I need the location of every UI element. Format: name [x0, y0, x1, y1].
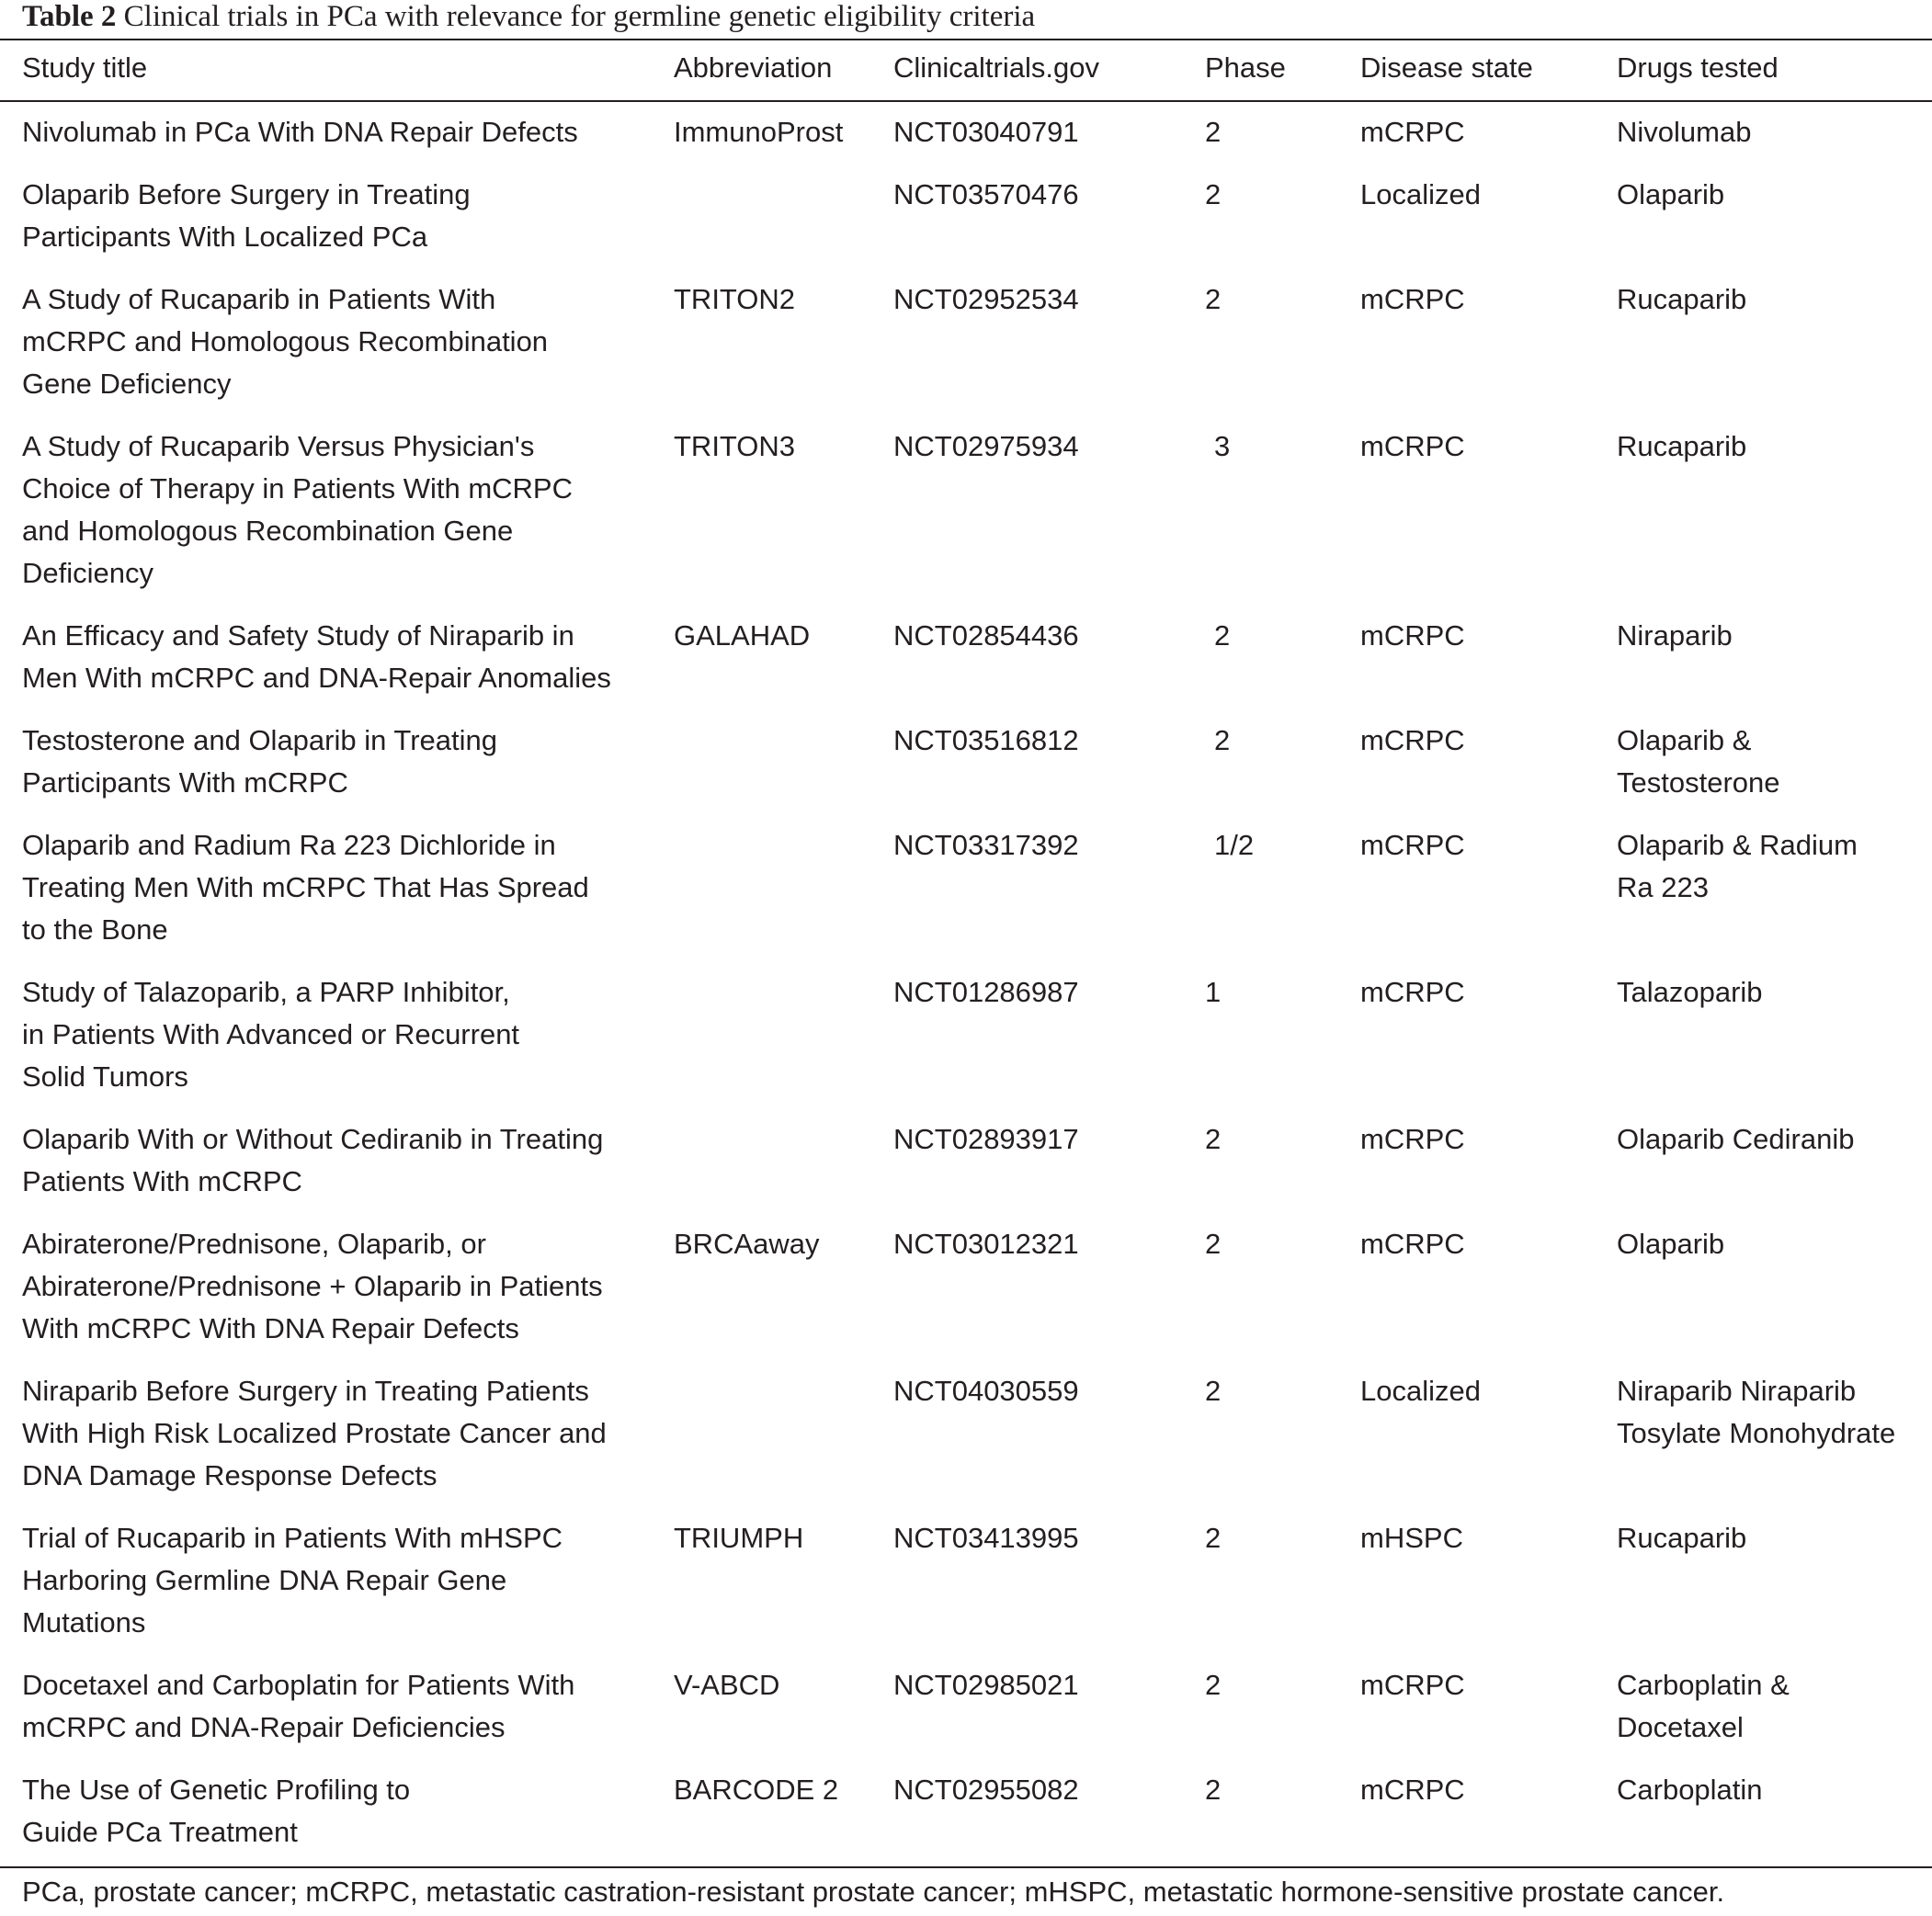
study-title-line: Trial of Rucaparib in Patients With mHSPC: [22, 1522, 563, 1554]
cell-abbreviation: TRITON3: [674, 430, 796, 462]
cell-study-title: [0, 1370, 674, 1517]
column-header-study-title: Study title: [22, 51, 148, 84]
study-title-line: Gene Deficiency: [22, 368, 232, 400]
study-title-line: Deficiency: [22, 557, 153, 589]
cell-clinicaltrials-id: NCT02985021: [893, 1669, 1079, 1701]
cell-phase: 2: [1205, 178, 1222, 210]
column-header-clinicaltrials-gov: Clinicaltrials.gov: [893, 51, 1099, 84]
study-title-line: Participants With mCRPC: [22, 766, 348, 799]
cell-abbreviation: GALAHAD: [674, 619, 811, 652]
study-title-line: Nivolumab in PCa With DNA Repair Defects: [22, 116, 578, 148]
table-row: [0, 1118, 1932, 1223]
drugs-tested-line: Olaparib & Radium: [1617, 829, 1858, 861]
cell-disease-state: mCRPC: [1360, 1774, 1465, 1806]
table-row: [0, 1664, 1932, 1769]
cell-disease-state: Localized: [1360, 178, 1481, 210]
cell-study-title: [0, 615, 674, 720]
cell-study-title: [0, 824, 674, 971]
cell-study-title: [0, 720, 674, 824]
drugs-tested-line: Olaparib: [1617, 178, 1725, 210]
study-title-line: The Use of Genetic Profiling to: [22, 1774, 411, 1806]
study-title-line: Abiraterone/Prednisone, Olaparib, or: [22, 1228, 486, 1260]
study-title-line: With High Risk Localized Prostate Cancer and: [22, 1417, 607, 1449]
cell-study-title: [0, 1517, 674, 1664]
study-title-line: DNA Damage Response Defects: [22, 1459, 438, 1491]
cell-clinicaltrials-id: NCT02975934: [893, 430, 1079, 462]
study-title-line: Testosterone and Olaparib in Treating: [22, 724, 497, 756]
cell-phase: 2: [1205, 1774, 1222, 1806]
cell-abbreviation: ImmunoProst: [674, 116, 844, 148]
table-row: [0, 101, 1932, 174]
table-row: [0, 1517, 1932, 1664]
table-row: [0, 1223, 1932, 1370]
drugs-tested-line: Olaparib: [1617, 1228, 1725, 1260]
cell-study-title: [0, 1664, 674, 1769]
cell-drugs-tested: [1617, 1223, 1932, 1370]
study-title-line: Treating Men With mCRPC That Has Spread: [22, 871, 589, 903]
cell-phase: 1: [1205, 976, 1222, 1008]
column-header-drugs-tested: Drugs tested: [1617, 51, 1779, 84]
table-row: [0, 1769, 1932, 1863]
cell-phase: 2: [1205, 1228, 1222, 1260]
cell-phase: 2: [1205, 116, 1222, 148]
cell-abbreviation: [674, 174, 893, 278]
cell-study-title: [0, 278, 674, 425]
study-title-line: Solid Tumors: [22, 1060, 188, 1093]
table-row: [0, 174, 1932, 278]
table-row: [0, 278, 1932, 425]
cell-drugs-tested: [1617, 425, 1932, 615]
study-title-line: A Study of Rucaparib Versus Physician's: [22, 430, 535, 462]
cell-abbreviation: TRIUMPH: [674, 1522, 804, 1554]
cell-clinicaltrials-id: NCT01286987: [893, 976, 1079, 1008]
cell-disease-state: Localized: [1360, 1375, 1481, 1407]
table-row: [0, 824, 1932, 971]
drugs-tested-line: Niraparib: [1617, 619, 1733, 652]
cell-disease-state: mCRPC: [1360, 976, 1465, 1008]
cell-phase: 2: [1214, 619, 1231, 652]
cell-disease-state: mCRPC: [1360, 283, 1465, 315]
drugs-tested-line: Rucaparib: [1617, 430, 1747, 462]
drugs-tested-line: Olaparib Cediranib: [1617, 1123, 1855, 1155]
cell-phase: 3: [1214, 430, 1231, 462]
cell-disease-state: mCRPC: [1360, 724, 1465, 756]
table-body: [0, 101, 1932, 1863]
bottom-rule: [0, 1866, 1932, 1868]
cell-clinicaltrials-id: NCT03012321: [893, 1228, 1079, 1260]
drugs-tested-line: Ra 223: [1617, 871, 1709, 903]
cell-disease-state: mCRPC: [1360, 619, 1465, 652]
cell-drugs-tested: [1617, 101, 1932, 174]
cell-disease-state: mCRPC: [1360, 116, 1465, 148]
cell-drugs-tested: [1617, 174, 1932, 278]
table-footnote: PCa, prostate cancer; mCRPC, metastatic castration-resistant prostate cancer; mHSPC, metastatic hormone-sensitive prostate cancer.: [22, 1876, 1725, 1908]
table-row: [0, 1370, 1932, 1517]
cell-phase: 2: [1205, 1375, 1222, 1407]
cell-drugs-tested: [1617, 971, 1932, 1118]
cell-drugs-tested: [1617, 1769, 1932, 1863]
drugs-tested-line: Olaparib &: [1617, 724, 1752, 756]
cell-phase: 2: [1205, 283, 1222, 315]
column-header-abbreviation: Abbreviation: [674, 51, 833, 84]
cell-clinicaltrials-id: NCT02893917: [893, 1123, 1079, 1155]
drugs-tested-line: Niraparib Niraparib: [1617, 1375, 1857, 1407]
cell-drugs-tested: [1617, 1370, 1932, 1517]
table-caption: [22, 0, 1035, 33]
study-title-line: Olaparib With or Without Cediranib in Treating: [22, 1123, 604, 1155]
study-title-line: mCRPC and Homologous Recombination: [22, 325, 549, 357]
table-caption-text: Clinical trials in PCa with relevance for germline genetic eligibility criteria: [123, 0, 1036, 33]
cell-phase: 1/2: [1214, 829, 1255, 861]
cell-clinicaltrials-id: NCT03570476: [893, 178, 1079, 210]
cell-abbreviation: V-ABCD: [674, 1669, 780, 1701]
cell-study-title: [0, 101, 674, 174]
table-row: [0, 425, 1932, 615]
cell-phase: 2: [1205, 1522, 1222, 1554]
table-caption-label: Table 2: [22, 0, 117, 33]
cell-clinicaltrials-id: NCT03040791: [893, 116, 1079, 148]
study-title-line: Guide PCa Treatment: [22, 1816, 298, 1848]
cell-disease-state: mCRPC: [1360, 430, 1465, 462]
cell-clinicaltrials-id: NCT02955082: [893, 1774, 1079, 1806]
study-title-line: Patients With mCRPC: [22, 1165, 302, 1197]
study-title-line: to the Bone: [22, 913, 168, 946]
drugs-tested-line: Talazoparib: [1617, 976, 1763, 1008]
cell-study-title: [0, 1223, 674, 1370]
study-title-line: Olaparib and Radium Ra 223 Dichloride in: [22, 829, 556, 861]
cell-drugs-tested: [1617, 1118, 1932, 1223]
cell-abbreviation: [674, 720, 893, 824]
drugs-tested-line: Docetaxel: [1617, 1711, 1744, 1743]
cell-clinicaltrials-id: NCT02854436: [893, 619, 1079, 652]
cell-drugs-tested: [1617, 1664, 1932, 1769]
cell-drugs-tested: [1617, 278, 1932, 425]
drugs-tested-line: Rucaparib: [1617, 283, 1747, 315]
cell-disease-state: mCRPC: [1360, 1228, 1465, 1260]
study-title-line: Mutations: [22, 1606, 146, 1638]
study-title-line: An Efficacy and Safety Study of Niraparib in: [22, 619, 574, 652]
study-title-line: Participants With Localized PCa: [22, 221, 428, 253]
cell-phase: 2: [1205, 1123, 1222, 1155]
study-title-line: Harboring Germline DNA Repair Gene: [22, 1564, 507, 1596]
cell-study-title: [0, 174, 674, 278]
cell-study-title: [0, 971, 674, 1118]
study-title-line: mCRPC and DNA-Repair Deficiencies: [22, 1711, 506, 1743]
study-title-line: Men With mCRPC and DNA-Repair Anomalies: [22, 662, 611, 694]
column-header-phase: Phase: [1205, 51, 1286, 84]
cell-study-title: [0, 1769, 674, 1863]
study-title-line: Study of Talazoparib, a PARP Inhibitor,: [22, 976, 510, 1008]
cell-drugs-tested: [1617, 824, 1932, 971]
study-title-line: Niraparib Before Surgery in Treating Patients: [22, 1375, 589, 1407]
cell-clinicaltrials-id: NCT04030559: [893, 1375, 1079, 1407]
drugs-tested-line: Carboplatin: [1617, 1774, 1763, 1806]
study-title-line: Olaparib Before Surgery in Treating: [22, 178, 471, 210]
drugs-tested-line: Carboplatin &: [1617, 1669, 1790, 1701]
cell-disease-state: mCRPC: [1360, 1123, 1465, 1155]
cell-disease-state: mHSPC: [1360, 1522, 1463, 1554]
cell-abbreviation: [674, 1370, 893, 1517]
cell-drugs-tested: [1617, 720, 1932, 824]
study-title-line: Abiraterone/Prednisone + Olaparib in Patients: [22, 1270, 603, 1302]
cell-abbreviation: BRCAaway: [674, 1228, 820, 1260]
cell-phase: 2: [1205, 1669, 1222, 1701]
drugs-tested-line: Testosterone: [1617, 766, 1780, 799]
table-row: [0, 971, 1932, 1118]
cell-disease-state: mCRPC: [1360, 1669, 1465, 1701]
cell-disease-state: mCRPC: [1360, 829, 1465, 861]
table-header-row: [0, 40, 1932, 101]
cell-abbreviation: [674, 1118, 893, 1223]
cell-study-title: [0, 1118, 674, 1223]
table-row: [0, 615, 1932, 720]
cell-abbreviation: TRITON2: [674, 283, 796, 315]
table-row: [0, 720, 1932, 824]
study-title-line: Docetaxel and Carboplatin for Patients With: [22, 1669, 575, 1701]
clinical-trials-table: [0, 40, 1932, 1863]
cell-abbreviation: BARCODE 2: [674, 1774, 839, 1806]
cell-clinicaltrials-id: NCT03516812: [893, 724, 1079, 756]
study-title-line: A Study of Rucaparib in Patients With: [22, 283, 496, 315]
column-header-disease-state: Disease state: [1360, 51, 1533, 84]
cell-clinicaltrials-id: NCT03317392: [893, 829, 1079, 861]
cell-clinicaltrials-id: NCT02952534: [893, 283, 1079, 315]
cell-abbreviation: [674, 971, 893, 1118]
cell-abbreviation: [674, 824, 893, 971]
cell-drugs-tested: [1617, 1517, 1932, 1664]
cell-phase: 2: [1214, 724, 1231, 756]
study-title-line: in Patients With Advanced or Recurrent: [22, 1018, 520, 1050]
study-title-line: With mCRPC With DNA Repair Defects: [22, 1312, 519, 1344]
drugs-tested-line: Nivolumab: [1617, 116, 1752, 148]
cell-drugs-tested: [1617, 615, 1932, 720]
study-title-line: and Homologous Recombination Gene: [22, 515, 514, 547]
cell-study-title: [0, 425, 674, 615]
study-title-line: Choice of Therapy in Patients With mCRPC: [22, 472, 573, 505]
drugs-tested-line: Rucaparib: [1617, 1522, 1747, 1554]
drugs-tested-line: Tosylate Monohydrate: [1617, 1417, 1896, 1449]
cell-clinicaltrials-id: NCT03413995: [893, 1522, 1079, 1554]
